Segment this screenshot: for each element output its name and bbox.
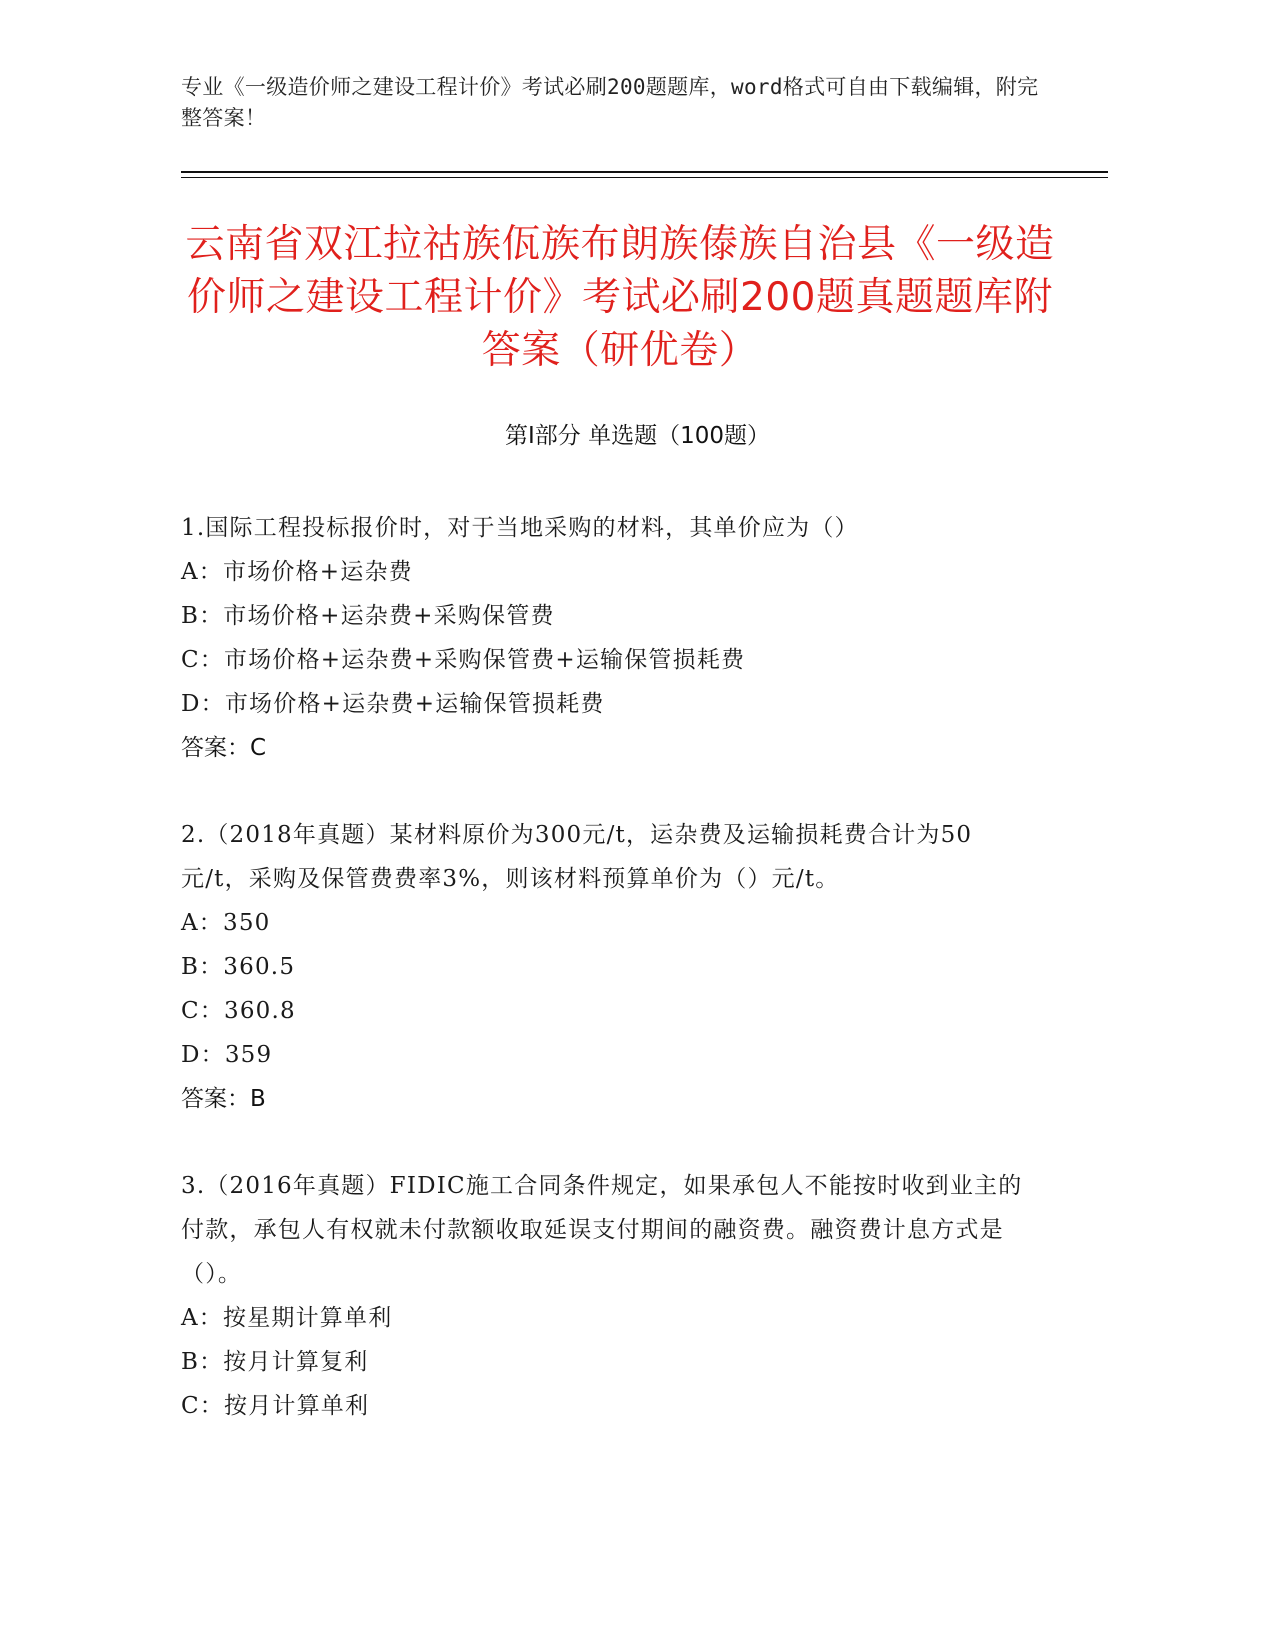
option-a: A：按星期计算单利 [181, 1305, 393, 1331]
document-title: 云南省双江拉祜族佤族布朗族傣族自治县《一级造价师之建设工程计价》考试必刷200题真题题库附答案（研优卷） [185, 222, 1055, 373]
option-b: B：市场价格+运杂费+采购保管费 [181, 603, 555, 629]
question-stem: 2.（2018年真题）某材料原价为300元/t，运杂费及运输损耗费合计为50元/t，采购及保管费费率3%，则该材料预算单价为（）元/t。 [181, 822, 973, 892]
answer-text: 答案：C [181, 735, 267, 761]
question-item [181, 813, 1031, 1121]
question-stem: 3.（2016年真题）FIDIC施工合同条件规定，如果承包人不能按时收到业主的付款，承包人有权就未付款额收取延误支付期间的融资费。融资费计息方式是（）。 [181, 1173, 1023, 1287]
question-item [181, 506, 1031, 770]
option-c: C：按月计算单利 [181, 1393, 370, 1419]
option-a: A：市场价格+运杂费 [181, 559, 413, 585]
option-b: B：按月计算复利 [181, 1349, 369, 1375]
header-note: 专业《一级造价师之建设工程计价》考试必刷200题题库，word格式可自由下载编辑，附完整答案！ [181, 75, 1039, 130]
question-list [181, 506, 1031, 1471]
section-title: 第Ⅰ部分 单选题（100题） [505, 423, 770, 449]
option-c: C：360.8 [181, 998, 296, 1024]
header-divider-thin [181, 177, 1108, 178]
question-stem: 1.国际工程投标报价时，对于当地采购的材料，其单价应为（） [181, 515, 859, 541]
option-c: C：市场价格+运杂费+采购保管费+运输保管损耗费 [181, 647, 746, 673]
option-d: D：359 [181, 1042, 273, 1068]
option-a: A：350 [181, 910, 271, 936]
answer-text: 答案：B [181, 1086, 266, 1112]
header-divider-thick [181, 171, 1108, 173]
option-b: B：360.5 [181, 954, 296, 980]
option-d: D：市场价格+运杂费+运输保管损耗费 [181, 691, 605, 717]
question-item [181, 1164, 1031, 1428]
